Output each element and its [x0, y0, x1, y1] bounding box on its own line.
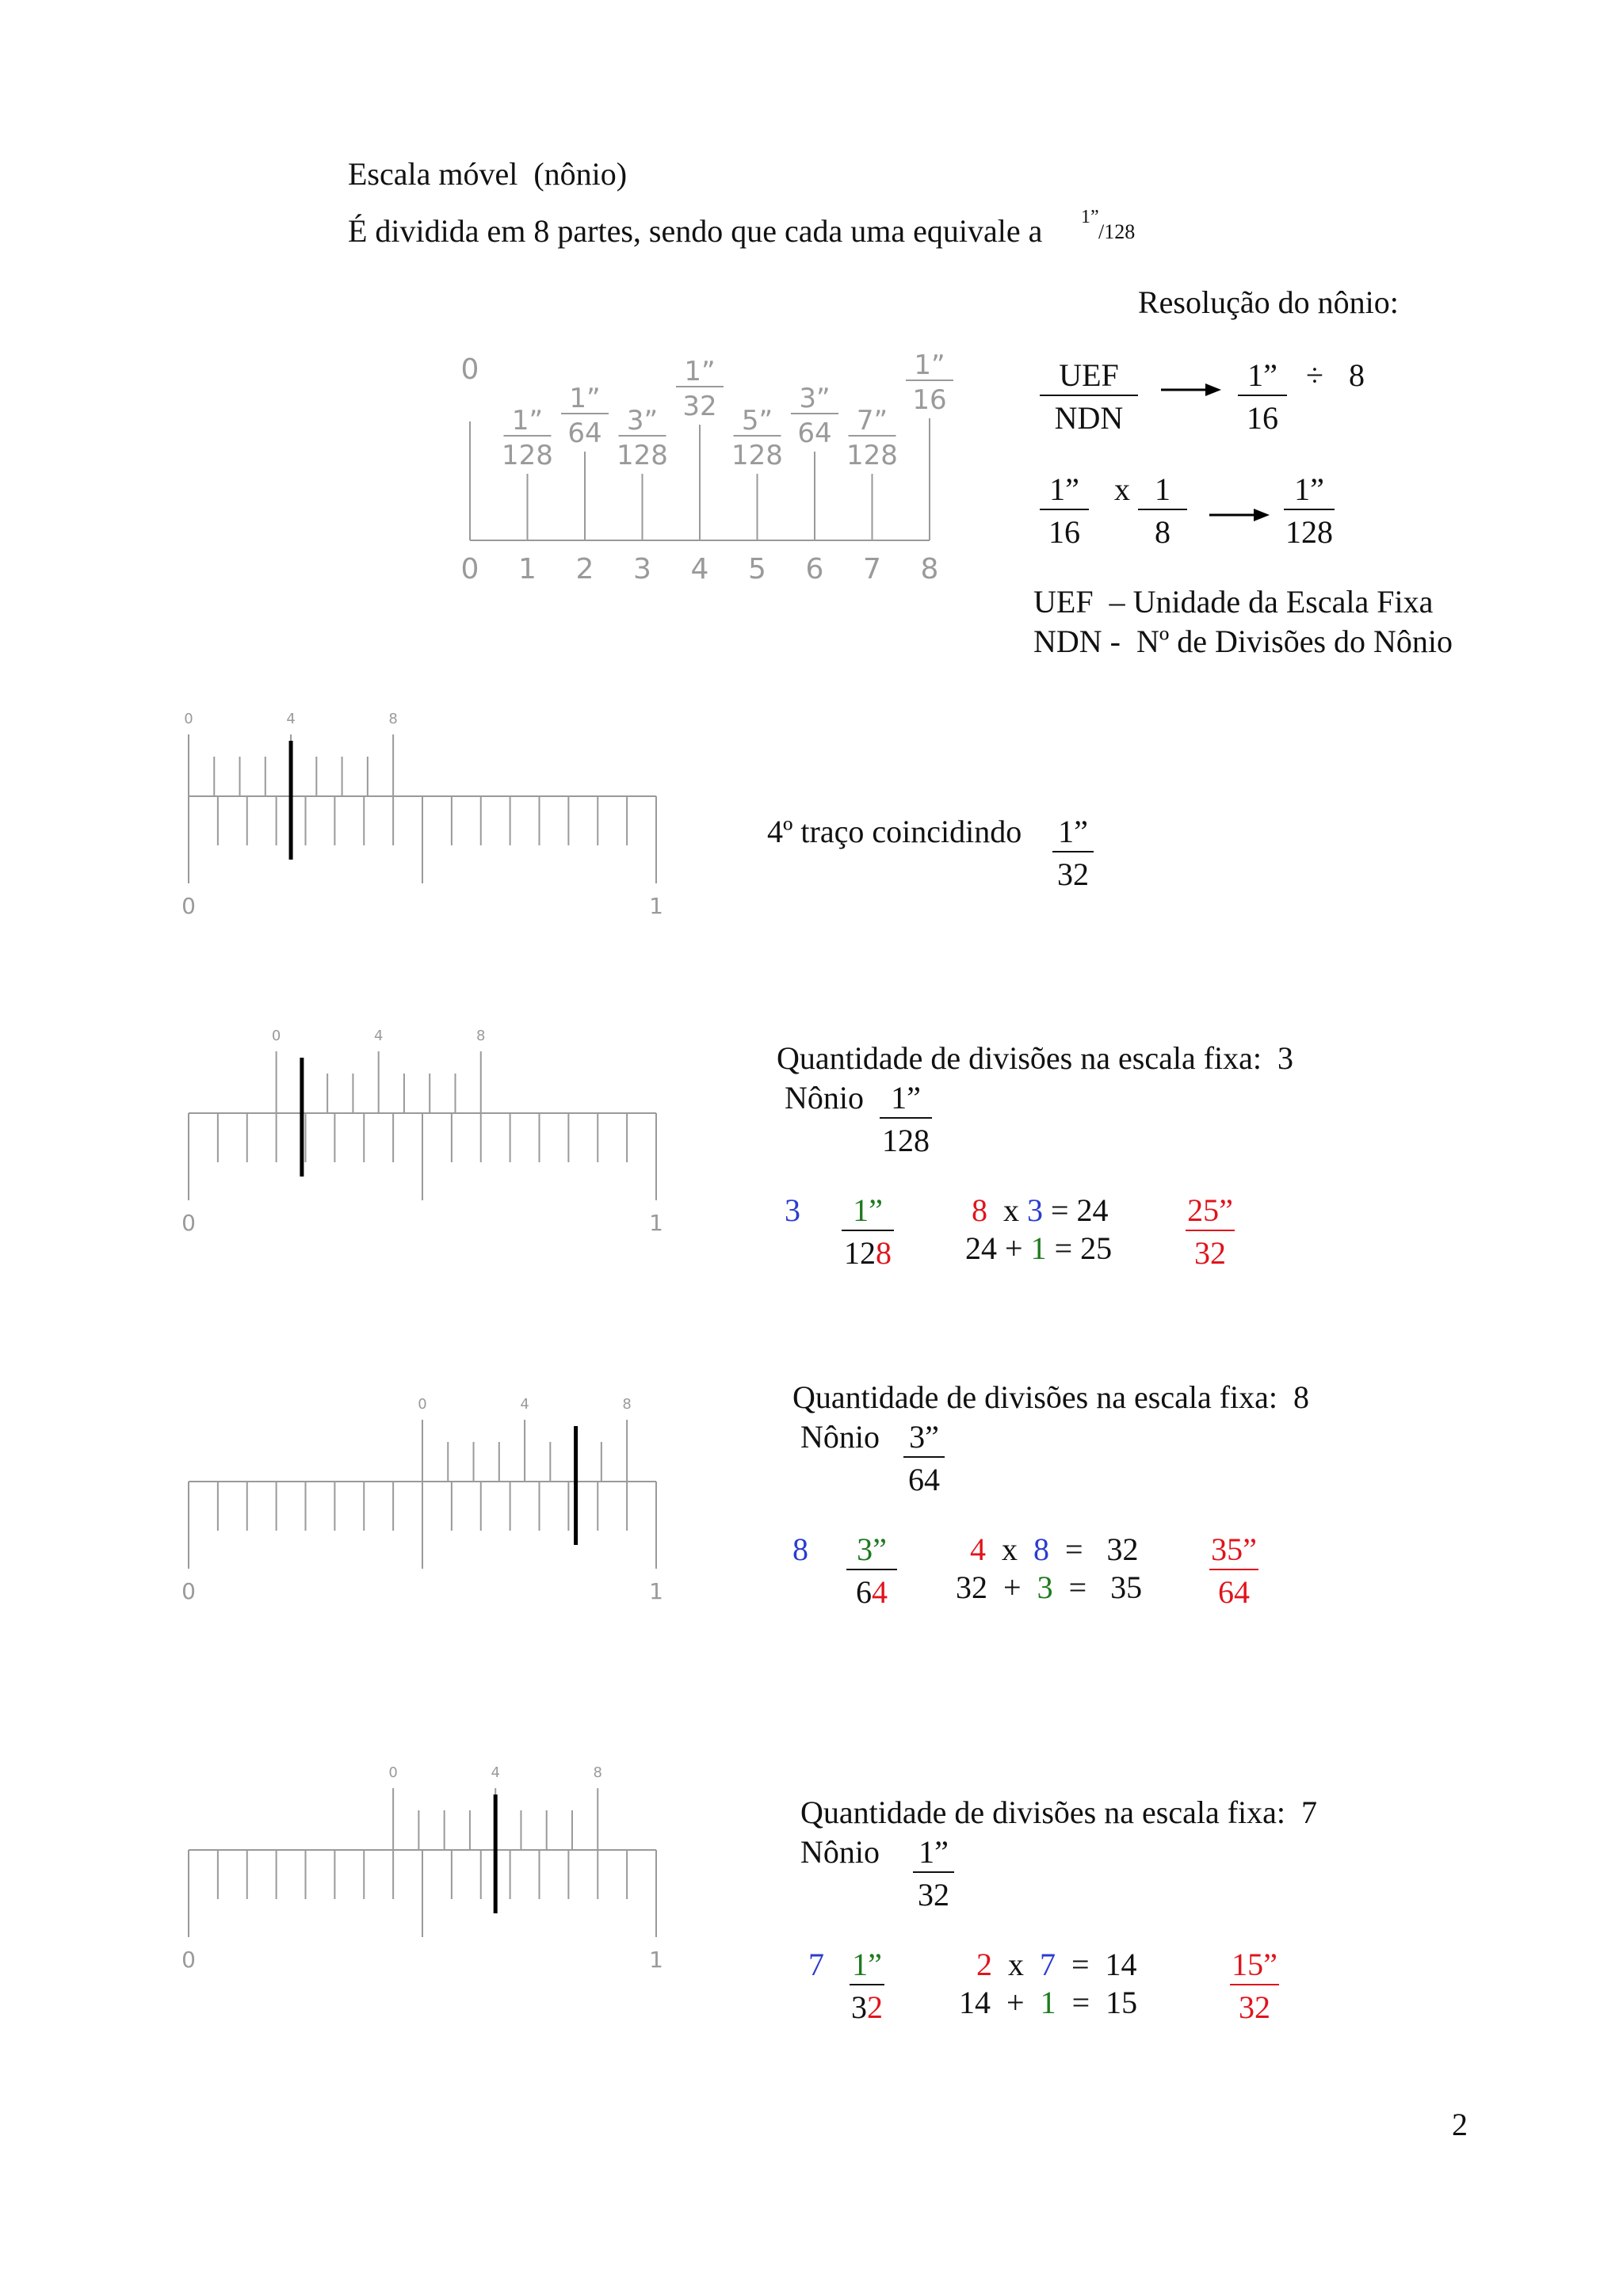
- diagram-fraction-den: 32: [682, 391, 717, 422]
- example4-heading: Quantidade de divisões na escala fixa: 7: [800, 1794, 1317, 1830]
- vernier-label: 4: [491, 1764, 500, 1781]
- multiply-sign: x: [1114, 471, 1130, 507]
- diagram-fraction-num: 5”: [741, 405, 773, 437]
- diagram-bottom-label: 0: [460, 553, 479, 585]
- example1-fraction: $\frac{1”}{32}$: [1052, 816, 1094, 891]
- diagram-bottom-label: 6: [805, 553, 824, 585]
- example4-calc-fraction: $\frac{1”}{32}$: [851, 1947, 883, 2025]
- vernier-ruler-example-4: [174, 1763, 682, 1973]
- one-sixteenth-fraction-b: $\frac{1”}{16}$: [1040, 474, 1089, 548]
- example3-calc-line1: 4 x 8 = 32: [970, 1531, 1139, 1567]
- fixed-scale-label: 1: [649, 893, 663, 919]
- fixed-scale-label: 0: [181, 1947, 196, 1973]
- example2-calc-line1: 8 x 3 = 24: [972, 1192, 1109, 1228]
- vernier-label: 0: [418, 1396, 427, 1413]
- example2-calc-fraction: $\frac{1”}{128}$: [842, 1195, 894, 1269]
- arrow-right-icon-2: [1209, 507, 1273, 523]
- example4-calc-line2: 14 + 1 = 15: [959, 1985, 1138, 2020]
- diagram-fraction-den: 64: [567, 418, 602, 449]
- ndn-label: NDN: [1054, 400, 1124, 436]
- example2-result-fraction: $\frac{25”}{32}$: [1186, 1195, 1235, 1269]
- resolution-title: Resolução do nônio:: [1138, 284, 1399, 320]
- diagram-bottom-label: 2: [575, 553, 594, 585]
- example3-nonio-label: Nônio: [800, 1419, 880, 1455]
- example3-heading: Quantidade de divisões na escala fixa: 8: [792, 1379, 1309, 1415]
- example3-calc-a: 8: [792, 1531, 808, 1567]
- vernier-ruler-example-2: [174, 1026, 682, 1236]
- diagram-fraction-den: 128: [731, 440, 783, 471]
- example2-nonio-fraction: $\frac{1”}{128}$: [880, 1082, 932, 1157]
- vernier-label: 0: [271, 1028, 281, 1044]
- diagram-fraction-den: 128: [617, 440, 668, 471]
- subtitle-fraction-den: /128: [1098, 220, 1136, 243]
- diagram-bottom-label: 1: [518, 553, 537, 585]
- vernier-division-diagram: [444, 333, 959, 594]
- diagram-bottom-label: 8: [920, 553, 939, 585]
- subtitle-text: É dividida em 8 partes, sendo que cada uma equivale a: [348, 213, 1043, 249]
- example4-result-fraction: $\frac{15”}{32}$: [1230, 1949, 1279, 2023]
- example4-calc-a: 7: [808, 1947, 824, 1982]
- diagram-fraction-num: 1”: [569, 383, 601, 414]
- diagram-bottom-label: 7: [863, 553, 881, 585]
- example4-calc-line1: 2 x 7 = 14: [976, 1947, 1137, 1982]
- fixed-scale-label: 1: [649, 1578, 663, 1604]
- diagram-fraction-num: 1”: [914, 349, 945, 381]
- example3-nonio-fraction: $\frac{3”}{64}$: [903, 1421, 945, 1496]
- fixed-scale-label: 1: [649, 1947, 663, 1973]
- vernier-label: 0: [184, 711, 193, 727]
- diagram-zero-top-label: 0: [460, 353, 479, 386]
- vernier-label: 0: [388, 1764, 398, 1781]
- result-fraction: $\frac{1”}{128}$: [1285, 471, 1333, 550]
- diagram-fraction-num: 3”: [799, 383, 831, 414]
- vernier-label: 8: [622, 1396, 632, 1413]
- diagram-bottom-label: 4: [690, 553, 709, 585]
- division-sign: ÷: [1306, 357, 1323, 393]
- diagram-fraction-num: 3”: [626, 405, 659, 437]
- fixed-scale-label: 0: [181, 1210, 196, 1236]
- example3-result-fraction: $\frac{35”}{64}$: [1209, 1534, 1258, 1608]
- diagram-bottom-label: 5: [748, 553, 766, 585]
- fixed-scale-label: 1: [649, 1210, 663, 1236]
- diagram-fraction-den: 16: [912, 384, 947, 416]
- vernier-label: 4: [373, 1028, 384, 1044]
- example3-calc-fraction: $\frac{3”}{64}$: [846, 1534, 897, 1608]
- example4-nonio-label: Nônio: [800, 1834, 880, 1870]
- vernier-label: 4: [520, 1396, 529, 1413]
- example2-heading: Quantidade de divisões na escala fixa: 3: [777, 1040, 1293, 1076]
- example2-calc-line2: 24 + 1 = 25: [965, 1230, 1113, 1266]
- vernier-label: 8: [388, 711, 398, 727]
- example4-nonio-fraction: $\frac{1”}{32}$: [913, 1836, 954, 1911]
- legend-uef: UEF – Unidade da Escala Fixa: [1033, 584, 1434, 620]
- diagram-bottom-label: 3: [633, 553, 651, 585]
- vernier-label: 8: [593, 1764, 602, 1781]
- vernier-label: 4: [286, 711, 296, 727]
- divisor-eight: 8: [1349, 357, 1365, 393]
- page-title: Escala móvel (nônio): [348, 156, 628, 192]
- example3-calc-line2: 32 + 3 = 35: [956, 1569, 1143, 1605]
- uef-ndn-fraction: [1040, 357, 1138, 436]
- diagram-fraction-den: 128: [502, 440, 553, 471]
- vernier-label: 8: [476, 1028, 486, 1044]
- one-sixteenth-fraction: $\frac{1”}{16}$: [1238, 360, 1287, 434]
- diagram-fraction-den: 64: [797, 418, 832, 449]
- page-number: 2: [1452, 2107, 1468, 2142]
- legend-ndn: NDN - Nº de Divisões do Nônio: [1033, 624, 1453, 659]
- example1-text: 4º traço coincidindo: [767, 814, 1022, 849]
- vernier-ruler-example-1: [174, 709, 682, 919]
- fixed-scale-label: 0: [181, 893, 196, 919]
- arrow-right-icon: [1161, 382, 1224, 398]
- one-eighth-fraction: $\frac{1}{8}$: [1138, 474, 1187, 548]
- example2-nonio-label: Nônio: [785, 1080, 864, 1116]
- uef-label: UEF: [1040, 360, 1138, 396]
- fixed-scale-label: 0: [181, 1578, 196, 1604]
- diagram-fraction-den: 128: [846, 440, 898, 471]
- diagram-fraction-num: 1”: [684, 356, 716, 387]
- example2-calc-a: 3: [785, 1192, 800, 1228]
- diagram-fraction-num: 1”: [511, 405, 544, 437]
- diagram-fraction-num: 7”: [856, 405, 888, 437]
- subtitle-superscript: 1”: [1081, 207, 1099, 227]
- vernier-ruler-example-3: [174, 1394, 682, 1604]
